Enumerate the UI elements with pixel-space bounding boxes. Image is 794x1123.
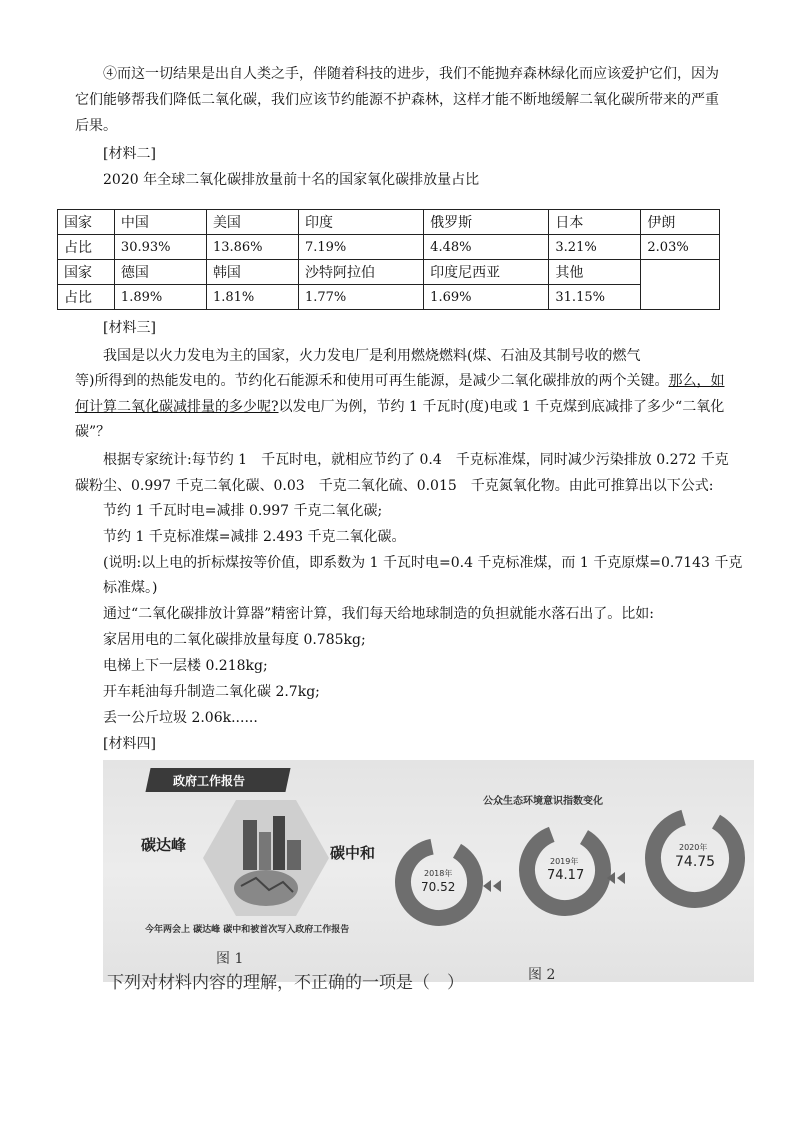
material3-p2-line2: 碳粉尘、0.997 千克二氧化碳、0.03 千克二氧化硫、0.015 千克氮氧化物。由此可推算出以下公式: xyxy=(75,478,714,494)
material4-label: [材料四] xyxy=(103,736,156,752)
material2-title: 2020 年全球二氧化碳排放量前十名的国家氧化碳排放量占比 xyxy=(103,172,480,188)
table-cell: 伊朗 xyxy=(641,210,720,235)
table-row xyxy=(58,210,720,235)
material3-p1-line4: 碳”？ xyxy=(75,424,111,440)
table-cell: 美国 xyxy=(206,210,298,235)
material2-label: [材料二] xyxy=(103,146,156,162)
table-cell: 1.81% xyxy=(206,285,298,310)
table-cell: 30.93% xyxy=(114,235,206,260)
table-cell: 13.86% xyxy=(206,235,298,260)
table-cell: 3.21% xyxy=(549,235,641,260)
material3-p1-line2 xyxy=(75,371,724,391)
table-cell: 印度尼西亚 xyxy=(424,260,549,285)
table-row xyxy=(58,285,720,310)
table-cell: 德国 xyxy=(114,260,206,285)
arrow-icon xyxy=(483,880,491,892)
table-cell: 1.77% xyxy=(298,285,423,310)
ring-year-2018: 2018年 xyxy=(424,869,453,878)
formula-electricity: 节约 1 千瓦时电=减排 0.997 千克二氧化碳; xyxy=(103,503,383,519)
cutoff-question-text: 下列对材料内容的理解，不正确的一项是（ ） xyxy=(107,973,464,993)
material3-p2-line1: 根据专家统计:每节约 1 千瓦时电，就相应节约了 0.4 千克标准煤，同时减少污染排放 0.272 千克 xyxy=(103,452,729,468)
material3-p1-line1: 我国是以火力发电为主的国家，火力发电厂是利用燃烧燃料(煤、石油及其制号收的燃气 xyxy=(103,348,641,364)
material3-p1-line2-text: 等)所得到的热能发电的。节约化石能源禾和使用可再生能源，是减少二氧化碳排放的两个关键。 xyxy=(75,373,669,389)
table-cell: 4.48% xyxy=(424,235,549,260)
arrow-icon xyxy=(617,872,625,884)
table-cell-empty xyxy=(641,260,720,310)
example-item: 电梯上下一层楼 0.218kg; xyxy=(103,658,268,674)
building-shape xyxy=(259,832,271,870)
table-cell: 1.89% xyxy=(114,285,206,310)
table-cell: 国家 xyxy=(58,210,115,235)
ring-value-2020: 74.75 xyxy=(675,854,716,870)
city-hexagon-illustration xyxy=(201,798,331,918)
table-cell: 中国 xyxy=(114,210,206,235)
table-cell: 31.15% xyxy=(549,285,641,310)
para4-line2: 它们能够帮我们降低二氧化碳，我们应该节约能源不护森林，这样才能不断地缓解二氧化碳所带来的严重 xyxy=(75,92,719,108)
example-item: 开车耗油每升制造二氧化碳 2.7kg; xyxy=(103,684,320,700)
ring-value-2018: 70.52 xyxy=(421,880,456,894)
table-cell: 国家 xyxy=(58,260,115,285)
report-caption: 今年两会上 碳达峰 碳中和被首次写入政府工作报告 xyxy=(145,925,350,935)
formula-coal: 节约 1 千克标准煤=减排 2.493 千克二氧化碳。 xyxy=(103,529,406,545)
ring-year-2019: 2019年 xyxy=(550,857,579,866)
table-cell: 1.69% xyxy=(424,285,549,310)
underlined-question-end: 何计算二氧化碳减排量的多少呢? xyxy=(75,399,279,415)
calculator-line: 通过“二氧化碳排放计算器”精密计算，我们每天给地球制造的负担就能水落石出了。比如: xyxy=(103,606,655,622)
underlined-question-start: 那么，如 xyxy=(668,373,725,389)
building-shape xyxy=(287,840,301,870)
building-shape xyxy=(243,820,257,870)
table-row xyxy=(58,260,720,285)
material4-photo xyxy=(103,760,754,993)
table-cell: 占比 xyxy=(58,285,115,310)
para4-line1: ④而这一切结果是出自人类之手，伴随着科技的进步，我们不能抛弃森林绿化而应该爱护它们，因为 xyxy=(103,66,719,82)
note-line2: 标准煤。) xyxy=(103,580,158,596)
figure1-label: 图 1 xyxy=(216,951,244,967)
material3-p1-line3-text: 以发电厂为例，节约 1 千瓦时(度)电或 1 千克煤到底减排了多少“二氧化 xyxy=(278,399,725,415)
example-item: 家居用电的二氧化碳排放量每度 0.785kg; xyxy=(103,632,366,648)
table-cell: 韩国 xyxy=(206,260,298,285)
table-row xyxy=(58,235,720,260)
table-cell: 2.03% xyxy=(641,235,720,260)
ring-year-2020: 2020年 xyxy=(679,843,708,852)
report-banner-text: 政府工作报告 xyxy=(173,774,246,788)
table-cell: 其他 xyxy=(549,260,641,285)
table-cell: 俄罗斯 xyxy=(424,210,549,235)
figure2-label: 图 2 xyxy=(528,967,556,983)
ring-value-2019: 74.17 xyxy=(547,868,585,883)
example-item: 丢一公斤垃圾 2.06k...... xyxy=(103,710,258,726)
arrow-icon xyxy=(493,880,501,892)
table-cell: 印度 xyxy=(298,210,423,235)
note-line1: (说明:以上电的折标煤按等价值，即系数为 1 千瓦时电=0.4 千克标准煤，而 1 千克原煤=0.7143 千克 xyxy=(103,555,743,571)
material3-label: [材料三] xyxy=(103,320,156,336)
building-shape xyxy=(273,816,285,870)
material3-p1-line3 xyxy=(75,397,724,417)
table-cell: 日本 xyxy=(549,210,641,235)
index-chart-title: 公众生态环境意识指数变化 xyxy=(483,796,603,807)
emissions-table xyxy=(57,209,720,310)
carbon-peak-label: 碳达峰 xyxy=(141,836,187,854)
table-cell: 占比 xyxy=(58,235,115,260)
table-cell: 沙特阿拉伯 xyxy=(298,260,423,285)
para4-line3: 后果。 xyxy=(75,118,117,134)
carbon-neutral-label: 碳中和 xyxy=(330,844,376,862)
table-cell: 7.19% xyxy=(298,235,423,260)
